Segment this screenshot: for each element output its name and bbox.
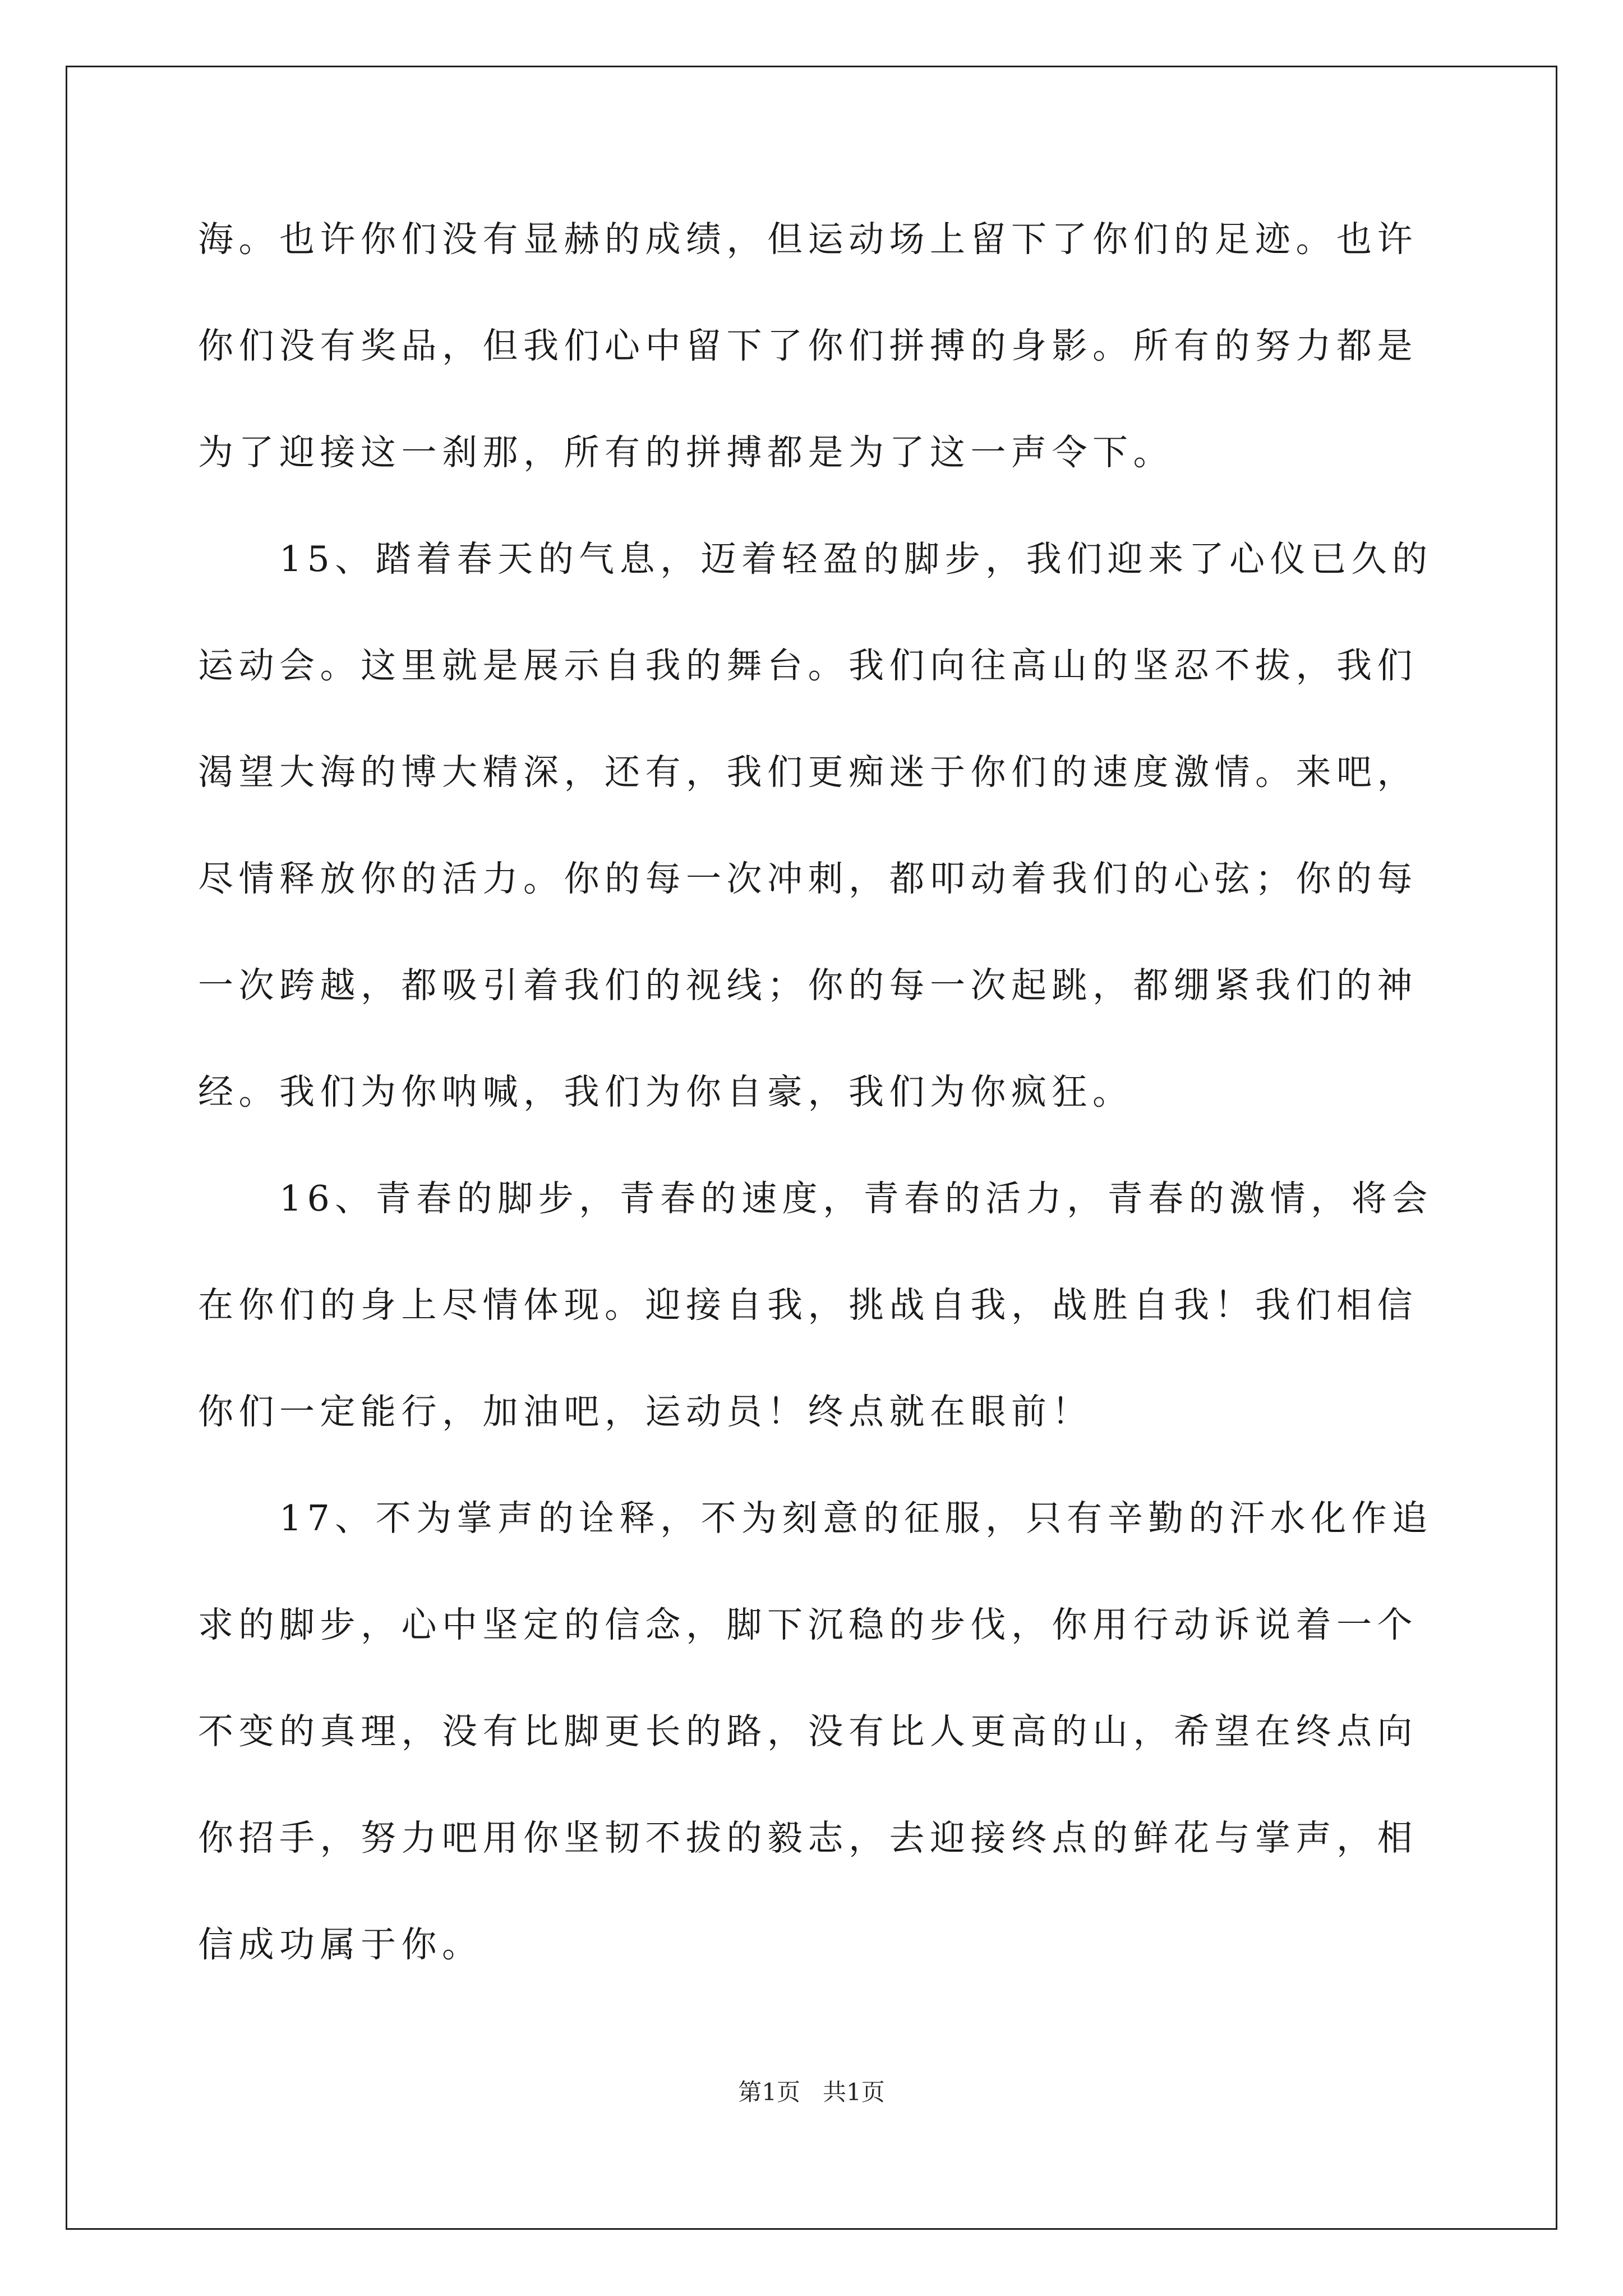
text-line: 你们一定能行，加油吧，运动员！终点就在眼前！ (198, 1391, 1092, 1432)
text-line: 渴望大海的博大精深，还有，我们更痴迷于你们的速度激情。来吧， (198, 752, 1418, 793)
paragraph-16-start: 16、青春的脚步，青春的速度，青春的活力，青春的激情，将会 (198, 1178, 1433, 1219)
text-line: 尽情释放你的活力。你的每一次冲刺，都叩动着我们的心弦；你的每 (198, 858, 1418, 899)
text-line: 一次跨越，都吸引着我们的视线；你的每一次起跳，都绷紧我们的神 (198, 965, 1418, 1006)
text-line: 你们没有奖品，但我们心中留下了你们拼搏的身影。所有的努力都是 (198, 325, 1418, 366)
paragraph-15-start: 15、踏着春天的气息，迈着轻盈的脚步，我们迎来了心仪已久的 (198, 539, 1433, 579)
text-line: 海。也许你们没有显赫的成绩，但运动场上留下了你们的足迹。也许 (198, 219, 1418, 260)
text-line: 你招手，努力吧用你坚韧不拔的毅志，去迎接终点的鲜花与掌声，相 (198, 1818, 1418, 1858)
text-line: 在你们的身上尽情体现。迎接自我，挑战自我，战胜自我！我们相信 (198, 1285, 1418, 1326)
text-line: 为了迎接这一刹那，所有的拼搏都是为了这一声令下。 (198, 432, 1174, 473)
text-line: 信成功属于你。 (198, 1924, 483, 1965)
text-line: 经。我们为你呐喊，我们为你自豪，我们为你疯狂。 (198, 1071, 1133, 1112)
text-line: 求的脚步，心中坚定的信念，脚下沉稳的步伐，你用行动诉说着一个 (198, 1604, 1418, 1645)
text-line: 运动会。这里就是展示自我的舞台。我们向往高山的坚忍不拔，我们 (198, 645, 1418, 686)
page-number-footer: 第1页 共1页 (738, 2078, 885, 2106)
paragraph-17-start: 17、不为掌声的诠释，不为刻意的征服，只有辛勤的汗水化作追 (198, 1498, 1433, 1539)
page-border (66, 66, 1557, 2230)
text-line: 不变的真理，没有比脚更长的路，没有比人更高的山，希望在终点向 (198, 1711, 1418, 1752)
